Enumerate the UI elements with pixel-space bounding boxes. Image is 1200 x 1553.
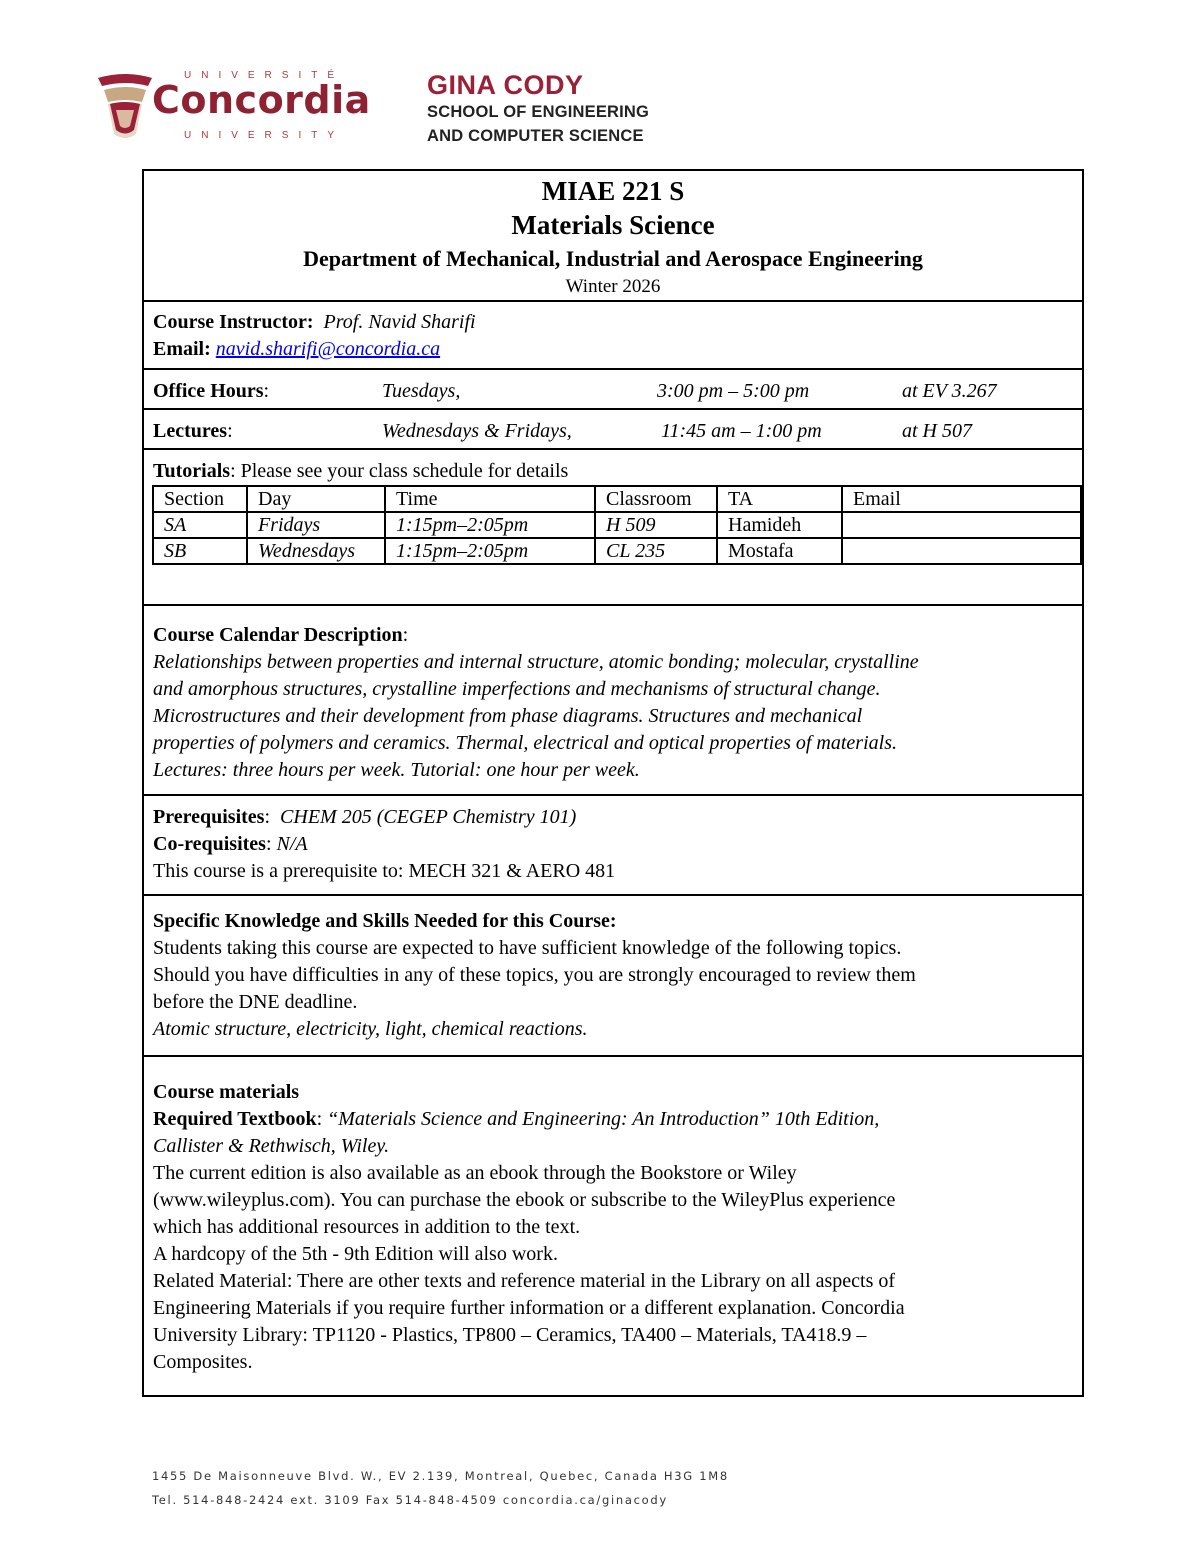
course-code: MIAE 221 S [541, 176, 685, 206]
materials-line: University Library: TP1120 - Plastics, TP800 – Ceramics, TA400 – Materials, TA418.9 – [153, 1324, 867, 1346]
corequisites-value: N/A [276, 833, 308, 855]
footer-address: 1455 De Maisonneuve Blvd. W., EV 2.139, Montreal, Quebec, Canada H3G 1M8 [152, 1469, 729, 1483]
school-line-1: SCHOOL OF ENGINEERING [427, 103, 650, 121]
skills-label: Specific Knowledge and Skills Needed for this Course: [153, 910, 617, 932]
prerequisite-to: This course is a prerequisite to: MECH 321 & AERO 481 [153, 860, 616, 882]
lectures-time: 11:45 am – 1:00 pm [661, 420, 822, 442]
tutorials-label: Tutorials [153, 460, 231, 482]
prerequisites-value: CHEM 205 (CEGEP Chemistry 101) [280, 806, 577, 828]
calendar-section: Course Calendar Description: Relationships between properties and internal structure, atomic bonding; molecular, crystalline and amorphous structures, crystalline imperfections and mechanisms of structural change. Microstructures and their development from phase diagrams. Structures and mechanical properties of polymers and ceramics. Thermal, electrical and optical properties of materials. Lectures: three hours per week. Tutorial: one hour per week. [144, 604, 1082, 796]
lectures-section: Lectures: Wednesdays & Fridays, 11:45 am – 1:00 pm at H 507 [144, 408, 1082, 450]
office-hours-time: 3:00 pm – 5:00 pm [657, 380, 810, 402]
table-header-cell: Day [247, 486, 385, 512]
footer-contact: Tel. 514-848-2424 ext. 3109 Fax 514-848-4509 concordia.ca/ginacody [152, 1493, 668, 1507]
calendar-line: Microstructures and their development from phase diagrams. Structures and mechanical [153, 705, 863, 727]
table-header-row [153, 486, 1081, 512]
textbook-title: “Materials Science and Engineering: An Introduction” 10th Edition, [327, 1108, 880, 1130]
header-logos [96, 66, 696, 156]
email-label: Email: [153, 338, 211, 360]
logo-university: UNIVERSITY [184, 130, 345, 141]
table-cell-time: 1:15pm–2:05pm [385, 538, 595, 564]
calendar-line: Lectures: three hours per week. Tutorial: one hour per week. [153, 759, 640, 781]
table-header-cell: TA [717, 486, 842, 512]
instructor-section [144, 300, 1082, 370]
calendar-line: properties of polymers and ceramics. Thermal, electrical and optical properties of materials. [153, 732, 897, 754]
logo-concordia-name: Concordia [152, 78, 371, 122]
materials-line: Related Material: There are other texts and reference material in the Library on all aspects of [153, 1270, 896, 1292]
prerequisites-section: Prerequisites: CHEM 205 (CEGEP Chemistry 101) Co-requisites: N/A This course is a prerequisite to: MECH 321 & AERO 481 [144, 794, 1082, 896]
tutorials-note: : Please see your class schedule for details [230, 460, 569, 482]
table-cell-section: SA [153, 512, 247, 538]
course-name: Materials Science [511, 210, 715, 240]
table-row [153, 538, 1081, 564]
table-cell-ta: Mostafa [717, 538, 842, 564]
table-cell-email [842, 538, 1081, 564]
table-cell-day: Wednesdays [247, 538, 385, 564]
gina-cody-logo [427, 70, 649, 148]
calendar-line: and amorphous structures, crystalline imperfections and mechanisms of structural change. [153, 678, 881, 700]
table-header-cell: Section [153, 486, 247, 512]
table-cell-email [842, 512, 1081, 538]
table-header-cell: Classroom [595, 486, 717, 512]
title-section [144, 171, 1082, 302]
tutorials-section [144, 448, 1082, 606]
lectures-days: Wednesdays & Fridays, [382, 420, 572, 442]
materials-line: A hardcopy of the 5th - 9th Edition will also work. [153, 1243, 558, 1265]
materials-line: which has additional resources in addition to the text. [153, 1216, 581, 1238]
table-cell-classroom: H 509 [595, 512, 717, 538]
materials-line: (www.wileyplus.com). You can purchase the ebook or subscribe to the WileyPlus experience [153, 1189, 896, 1211]
materials-line: Composites. [153, 1351, 253, 1373]
skills-line: Should you have difficulties in any of these topics, you are strongly encouraged to review them [153, 964, 916, 986]
concordia-logo [96, 66, 396, 156]
table-cell-ta: Hamideh [717, 512, 842, 538]
instructor-name: Prof. Navid Sharifi [323, 311, 476, 333]
office-hours-label: Office Hours [153, 380, 264, 402]
table-row [153, 512, 1081, 538]
materials-line: Engineering Materials if you require further information or a different explanation. Concordia [153, 1297, 905, 1319]
materials-section: Course materials Required Textbook: “Materials Science and Engineering: An Introduction” 10th Edition, Callister & Rethwisch, Wiley. The current edition is also available as an ebook through the Bookstore or Wiley (www.wileyplus.com). You can purchase the ebook or subscribe to the WileyPlus experience which has additional resources in addition to the text. A hardcopy of the 5th - 9th Edition will also work. Related Material: There are other texts and reference material in the Library on all aspects of Engineering Materials if you require further information or a different explanation. Concordia University Library: TP1120 - Plastics, TP800 – Ceramics, TA400 – Materials, TA418.9 – Composites. [144, 1055, 1082, 1395]
textbook-label: Required Textbook [153, 1108, 317, 1130]
table-header-cell: Email [842, 486, 1081, 512]
calendar-line: Relationships between properties and internal structure, atomic bonding; molecular, crystalline [153, 651, 919, 673]
instructor-email-link[interactable]: navid.sharifi@concordia.ca [215, 338, 441, 360]
footer [152, 1464, 729, 1512]
table-cell-classroom: CL 235 [595, 538, 717, 564]
course-outline-box [142, 169, 1084, 1397]
skills-section [144, 894, 1082, 1057]
calendar-label: Course Calendar Description [153, 624, 403, 646]
table-cell-day: Fridays [247, 512, 385, 538]
tutorials-table [152, 485, 1082, 565]
office-hours-days: Tuesdays, [382, 380, 461, 402]
materials-label: Course materials [153, 1081, 300, 1103]
office-hours-location: at EV 3.267 [902, 380, 997, 402]
lectures-location: at H 507 [902, 420, 972, 442]
skills-topics: Atomic structure, electricity, light, chemical reactions. [153, 1018, 588, 1040]
instructor-label: Course Instructor: [153, 311, 314, 333]
gina-cody-title: GINA CODY [427, 70, 584, 100]
table-header-cell: Time [385, 486, 595, 512]
school-line-2: AND COMPUTER SCIENCE [427, 127, 644, 145]
textbook-authors: Callister & Rethwisch, Wiley. [153, 1135, 390, 1157]
office-hours-section: Office Hours: Tuesdays, 3:00 pm – 5:00 pm at EV 3.267 [144, 368, 1082, 410]
materials-line: The current edition is also available as an ebook through the Bookstore or Wiley [153, 1162, 797, 1184]
term: Winter 2026 [565, 276, 661, 297]
prerequisites-label: Prerequisites [153, 806, 265, 828]
table-cell-section: SB [153, 538, 247, 564]
concordia-shield-icon [96, 72, 154, 152]
department-name: Department of Mechanical, Industrial and Aerospace Engineering [303, 246, 923, 271]
logo-universite: UNIVERSITÉ [184, 70, 345, 81]
skills-line: before the DNE deadline. [153, 991, 358, 1013]
table-cell-time: 1:15pm–2:05pm [385, 512, 595, 538]
corequisites-label: Co-requisites [153, 833, 266, 855]
skills-line: Students taking this course are expected to have sufficient knowledge of the following topics. [153, 937, 902, 959]
lectures-label: Lectures [153, 420, 228, 442]
